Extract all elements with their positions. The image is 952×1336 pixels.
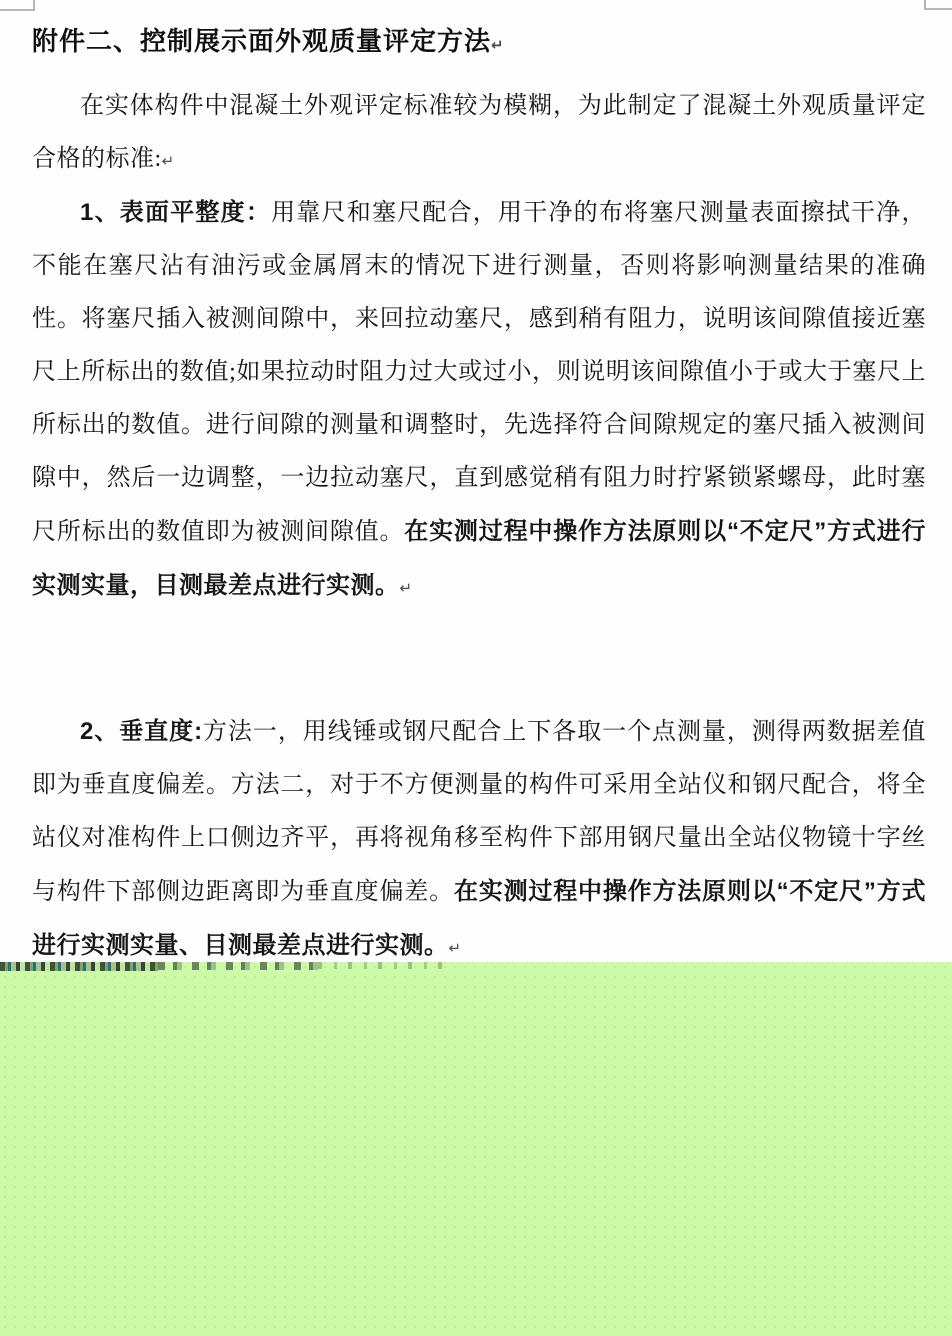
paragraph-text: 在实体构件中混凝土外观评定标准较为模糊，为此制定了混凝土外观质量评定合格的标准: [32, 93, 926, 172]
compression-artifact-strip-medium [158, 962, 318, 970]
paragraph-verticality[interactable] [32, 705, 926, 962]
paragraph-heading-text: 1、表面平整度： [80, 199, 272, 226]
paragraph-heading-text: 2、垂直度: [80, 718, 203, 745]
paragraph-mark-icon: ↵ [161, 152, 175, 170]
paragraph-mark-icon: ↵ [448, 939, 462, 957]
document-title[interactable] [32, 24, 504, 62]
paragraph-mark-icon: ↵ [491, 36, 504, 54]
margin-crop-mark-top-right-horizontal-icon [924, 8, 952, 10]
document-title-text: 附件二、控制展示面外观质量评定方法 [32, 26, 492, 56]
paragraph-text: 用靠尺和塞尺配合，用干净的布将塞尺测量表面擦拭干净，不能在塞尺沾有油污或金属屑末的情况下进行测量，否则将影响测量结果的准确性。将塞尺插入被测间隙中，来回拉动塞尺，感到稍有阻力，说明该间隙值接近塞尺上所标出的数值;如果拉动时阻力过大或过小，则说明该间隙值小于或大于塞尺上所标出的数值。进行间隙的测量和调整时，先选择符合间隙规定的塞尺插入被测间隙中，然后一边调整，一边拉动塞尺，直到感觉稍有阻力时拧紧锁紧螺母，此时塞尺所标出的数值即为被测间隙值。 [32, 200, 926, 545]
paragraph-mark-icon: ↵ [399, 579, 413, 597]
paragraph-emphasis-text: 在实测过程中操作方法原则以“不定尺”方式进行实测实量，目测最差点进行实测。 [32, 518, 927, 599]
paragraph-text: 方法一，用线锤或钢尺配合上下各取一个点测量，测得两数据差值即为垂直度偏差。方法二，对于不方便测量的构件可采用全站仪和钢尺配合，将全站仪对准构件上口侧边齐平，再将视角移至构件下部用钢尺量出全站仪物镜十字丝与构件下部侧边距离即为垂直度偏差。 [32, 719, 927, 905]
paragraph-intro[interactable] [32, 80, 926, 188]
compression-artifact-strip-dense [0, 962, 158, 971]
paragraph-surface-flatness[interactable] [32, 186, 926, 615]
desktop-background [0, 962, 952, 1336]
margin-crop-mark-top-left-horizontal-icon [0, 9, 35, 11]
compression-artifact-strip-sparse [318, 962, 453, 969]
paragraph-emphasis-text: 在实测过程中操作方法原则以“不定尺”方式进行实测实量、目测最差点进行实测。 [32, 878, 927, 959]
